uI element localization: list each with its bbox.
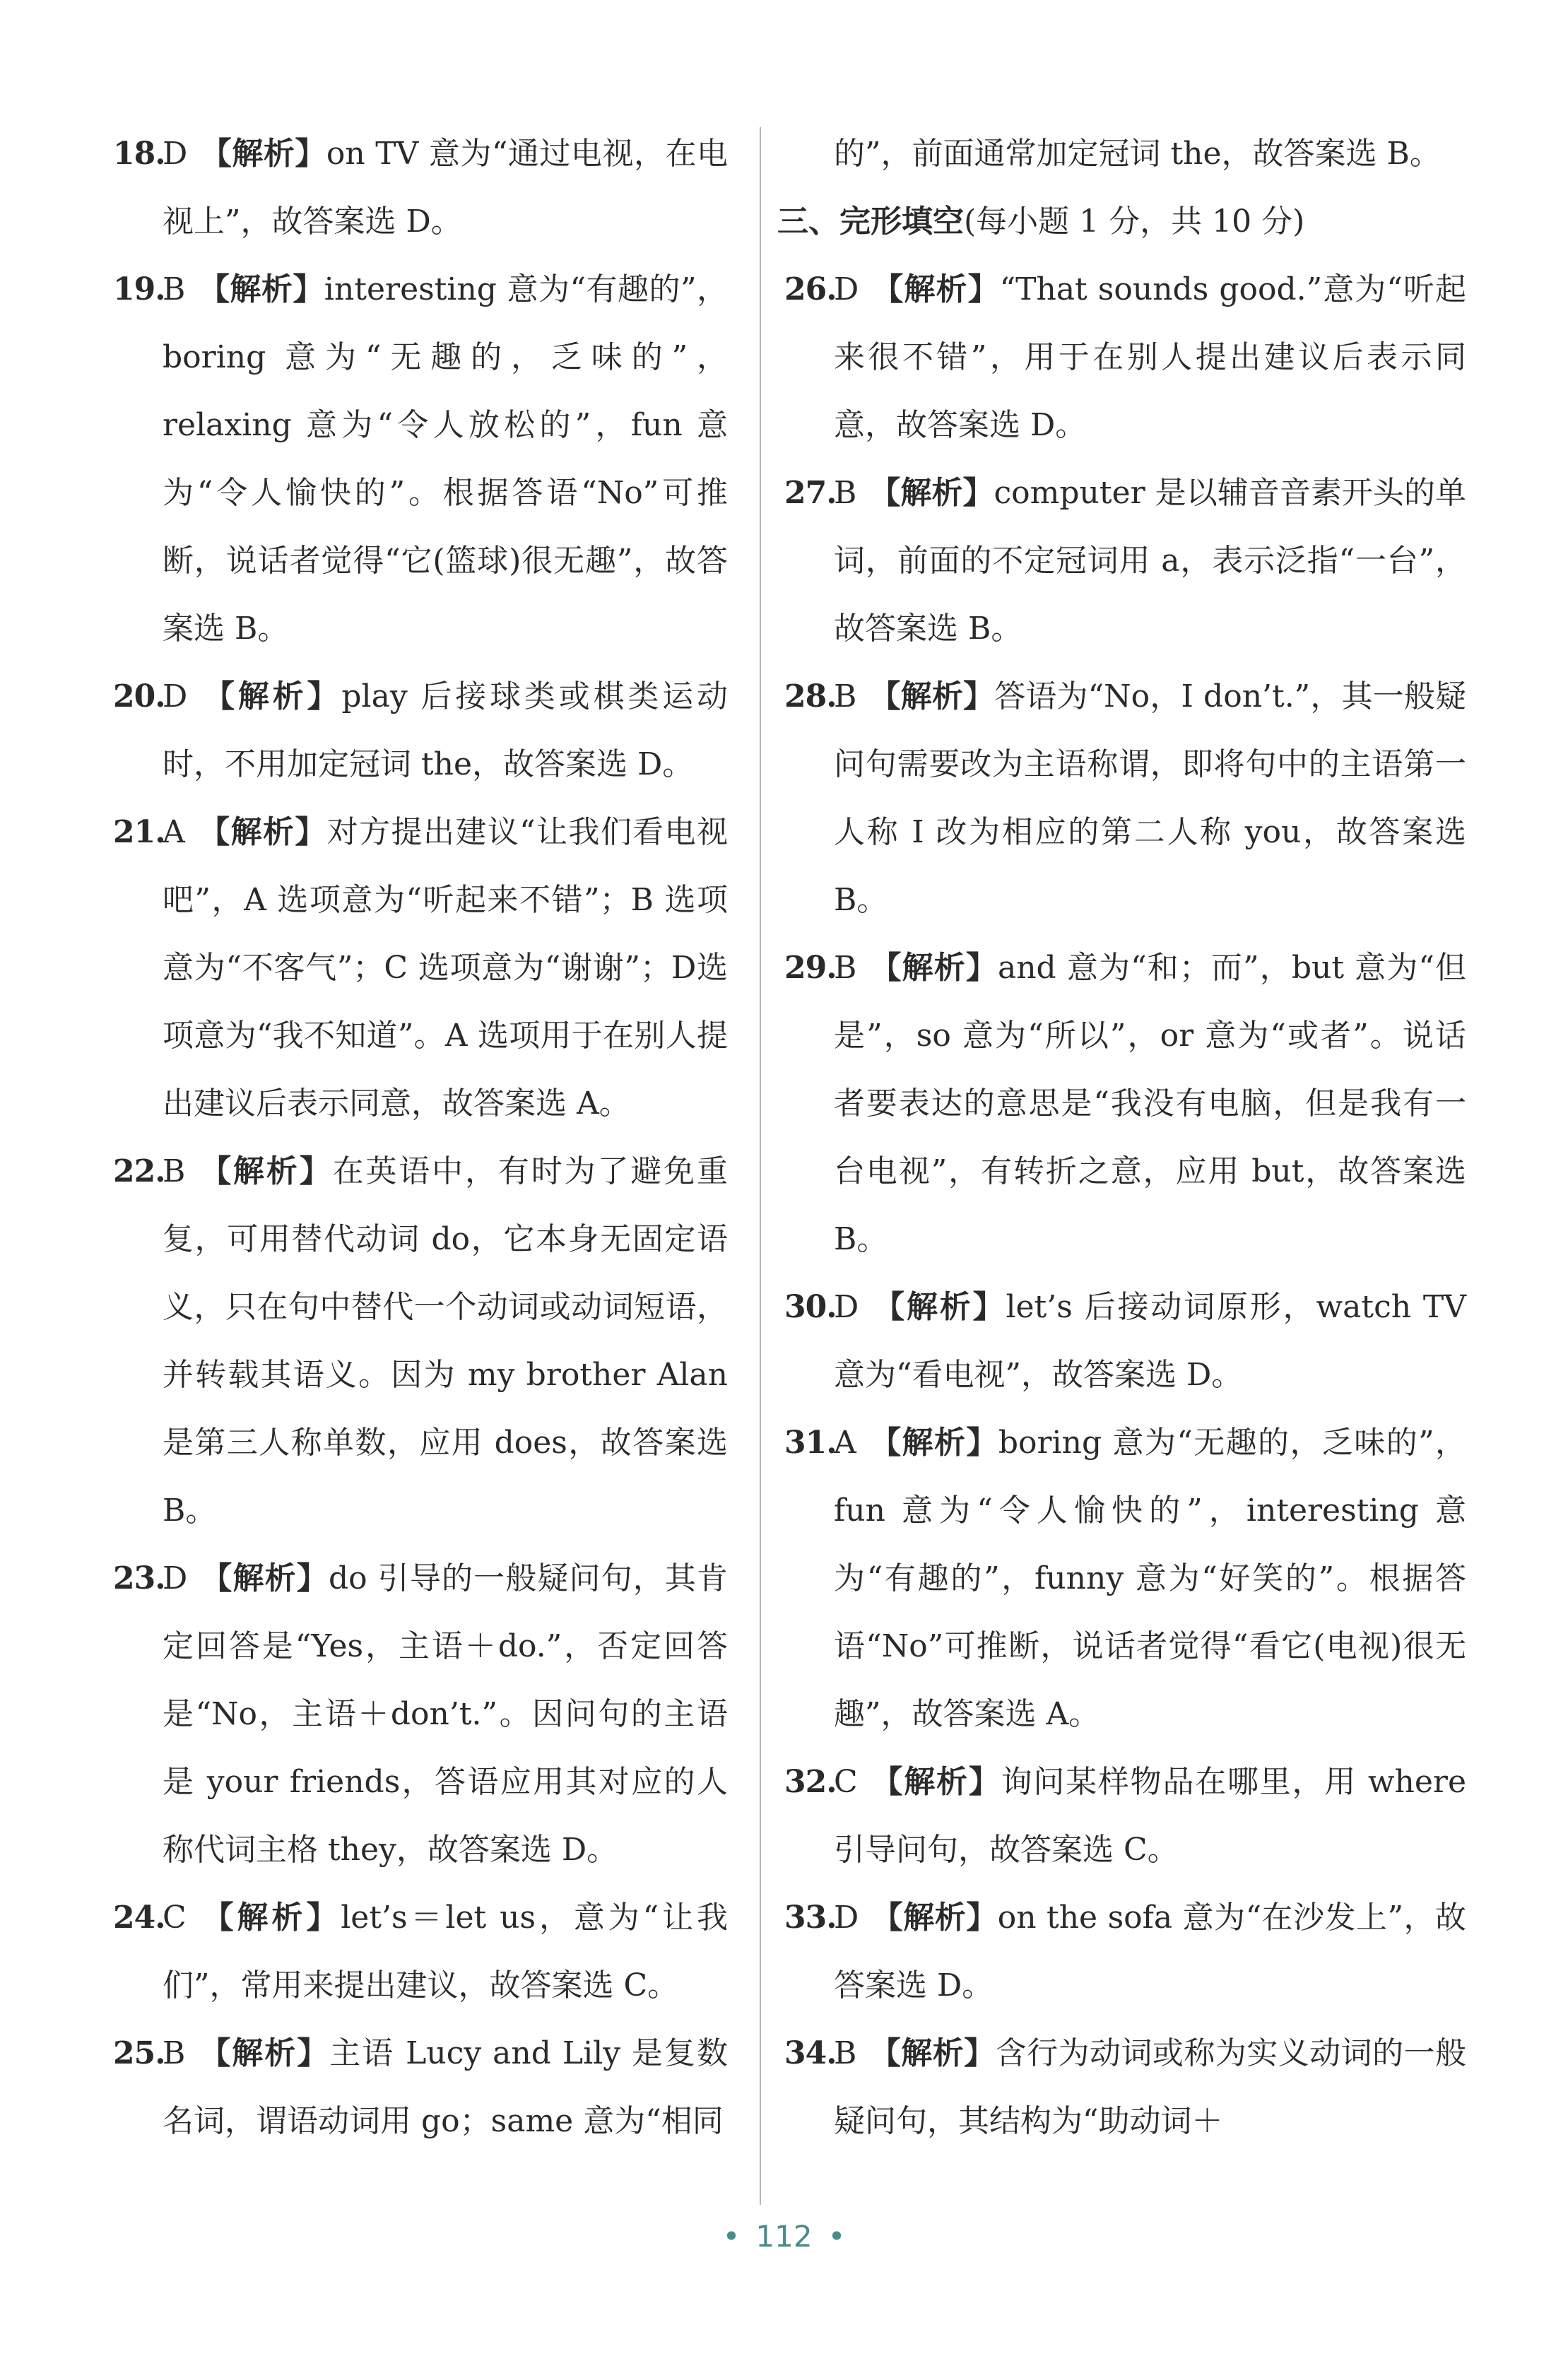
answer-entry-24 (106, 1884, 728, 2020)
analysis-text: 含行为动词或称为实义动词的一般疑问句，其结构为“助动词＋ (834, 2035, 1467, 2139)
analysis-tag: 【解析】 (868, 1425, 998, 1461)
section-heading (777, 188, 1466, 256)
answer-entry-29 (777, 934, 1466, 1273)
question-number: 19. (113, 271, 165, 307)
analysis-tag: 【解析】 (871, 271, 1000, 307)
question-number: 32. (784, 1764, 837, 1800)
page-footer (0, 2219, 1568, 2254)
answer-letter: D (834, 1289, 859, 1325)
answer-entry-31 (777, 1409, 1466, 1748)
column-divider (760, 127, 761, 2205)
answer-entry-34 (777, 2020, 1466, 2155)
analysis-text: interesting 意为“有趣的”，boring 意为“无趣的，乏味的”，relaxing 意为“令人放松的”，fun 意为“令人愉快的”。根据答语“No”可推断，说话者觉得“它(篮球)很无趣”，故答案选 B。 (163, 271, 729, 647)
answer-entry-19 (106, 256, 728, 663)
answer-letter: C (834, 1764, 858, 1800)
answer-letter: B (834, 950, 857, 986)
analysis-tag: 【解析】 (198, 271, 324, 307)
answer-letter: B (163, 271, 186, 307)
answer-letter: D (834, 1900, 859, 1936)
analysis-text: and 意为“和；而”，but 意为“但是”，so 意为“所以”，or 意为“或者”。说话者要表达的意思是“我没有电脑，但是我有一台电视”，有转折之意，应用 but，故答案选 B。 (834, 950, 1466, 1257)
section-score-note: (每小题 1 分，共 10 分) (964, 204, 1305, 240)
analysis-tag: 【解析】 (197, 814, 327, 850)
answer-entry-18 (106, 120, 728, 256)
answer-letter: D (163, 136, 188, 172)
answer-entry-32 (777, 1748, 1466, 1884)
question-number: 30. (784, 1289, 837, 1325)
answer-entry-27 (777, 459, 1466, 663)
question-number: 28. (784, 678, 837, 714)
question-number: 34. (784, 2035, 837, 2071)
analysis-tag: 【解析】 (200, 678, 342, 714)
analysis-tag: 【解析】 (200, 1560, 329, 1596)
analysis-text: “That sounds good.”意为“听起来很不错”，用于在别人提出建议后表示同意，故答案选 D。 (834, 271, 1466, 443)
page-number-dot-left: • (722, 2219, 741, 2254)
analysis-tag: 【解析】 (871, 1289, 1006, 1325)
analysis-text: let’s 后接动词原形，watch TV 意为“看电视”，故答案选 D。 (834, 1289, 1467, 1393)
analysis-text: on the sofa 意为“在沙发上”，故答案选 D。 (834, 1900, 1467, 2003)
analysis-text: 在英语中，有时为了避免重复，可用替代动词 do，它本身无固定语义，只在句中替代一个动词或动词短语，并转载其语义。因为 my brother Alan 是第三人称单数，应用 does，故答案选 B。 (163, 1153, 729, 1529)
answer-letter: B (163, 2035, 186, 2071)
answer-letter: D (834, 271, 859, 307)
continued-text (777, 120, 1466, 188)
question-number: 21. (113, 814, 165, 850)
answer-entry-21 (106, 799, 728, 1138)
analysis-text-continued: 的”，前面通常加定冠词 the，故答案选 B。 (834, 136, 1441, 172)
answer-entry-23 (106, 1545, 728, 1884)
analysis-tag: 【解析】 (199, 1900, 341, 1936)
analysis-text: play 后接球类或棋类运动时，不用加定冠词 the，故答案选 D。 (163, 678, 728, 782)
answer-entry-20 (106, 663, 728, 799)
answer-entry-26 (777, 256, 1466, 459)
question-number: 20. (113, 678, 165, 714)
answer-letter: D (163, 678, 188, 714)
question-number: 26. (784, 271, 837, 307)
page-number-dot-right: • (827, 2219, 846, 2254)
answer-letter: B (834, 2035, 857, 2071)
analysis-tag: 【解析】 (200, 136, 326, 172)
question-number: 23. (113, 1560, 165, 1596)
answer-letter: B (163, 1153, 186, 1189)
right-column (777, 120, 1466, 2155)
question-number: 25. (113, 2035, 165, 2071)
left-column (106, 120, 728, 2155)
analysis-tag: 【解析】 (198, 1153, 333, 1189)
question-number: 24. (113, 1900, 165, 1936)
answer-entry-33 (777, 1884, 1466, 2020)
analysis-text: on TV 意为“通过电视，在电视上”，故答案选 D。 (163, 136, 728, 240)
page-number: 112 (755, 2219, 813, 2254)
analysis-text: do 引导的一般疑问句，其肯定回答是“Yes，主语＋do.”，否定回答是“No，主语＋don’t.”。因问句的主语是 your friends，答语应用其对应的人称代词主格 they，故答案选 D。 (163, 1560, 728, 1868)
question-number: 31. (784, 1425, 837, 1461)
answer-entry-25 (106, 2020, 728, 2155)
analysis-tag: 【解析】 (869, 475, 994, 511)
section-title: 三、完形填空 (777, 204, 964, 240)
analysis-text: 对方提出建议“让我们看电视吧”，A 选项意为“听起来不错”；B 选项意为“不客气”；C 选项意为“谢谢”；D选项意为“我不知道”。A 选项用于在别人提出建议后表示同意，故答案选 A。 (163, 814, 729, 1122)
answer-entry-22 (106, 1138, 728, 1545)
analysis-tag: 【解析】 (869, 950, 998, 986)
answer-letter: D (163, 1560, 188, 1596)
answer-entry-30 (777, 1273, 1466, 1409)
analysis-text: 答语为“No，I don’t.”，其一般疑问句需要改为主语称谓，即将句中的主语第一人称 I 改为相应的第二人称 you，故答案选 B。 (834, 678, 1467, 918)
analysis-text: computer 是以辅音音素开头的单词，前面的不定冠词用 a，表示泛指“一台”，故答案选 B。 (834, 475, 1466, 647)
analysis-tag: 【解析】 (870, 1764, 1001, 1800)
question-number: 18. (113, 136, 165, 172)
question-number: 33. (784, 1900, 837, 1936)
analysis-text: let’s＝let us，意为“让我们”，常用来提出建议，故答案选 C。 (163, 1900, 728, 2003)
answer-entry-28 (777, 663, 1466, 934)
question-number: 29. (784, 950, 837, 986)
analysis-tag: 【解析】 (869, 2035, 996, 2071)
answer-letter: B (834, 475, 857, 511)
answer-letter: A (163, 814, 185, 850)
analysis-tag: 【解析】 (869, 678, 995, 714)
answer-letter: A (834, 1425, 856, 1461)
question-number: 27. (784, 475, 837, 511)
analysis-text: 主语 Lucy and Lily 是复数名词，谓语动词用 go；same 意为“相同 (163, 2035, 729, 2139)
analysis-tag: 【解析】 (871, 1900, 998, 1936)
analysis-text: boring 意为“无趣的，乏味的”，fun 意为“令人愉快的”，interesting 意为“有趣的”，funny 意为“好笑的”。根据答语“No”可推断，说话者觉得“看它(电视)很无趣”，故答案选 A。 (834, 1425, 1467, 1732)
analysis-text: 询问某样物品在哪里，用 where 引导问句，故答案选 C。 (834, 1764, 1466, 1868)
answer-letter: C (163, 1900, 187, 1936)
analysis-tag: 【解析】 (198, 2035, 330, 2071)
answer-letter: B (834, 678, 857, 714)
question-number: 22. (113, 1153, 165, 1189)
